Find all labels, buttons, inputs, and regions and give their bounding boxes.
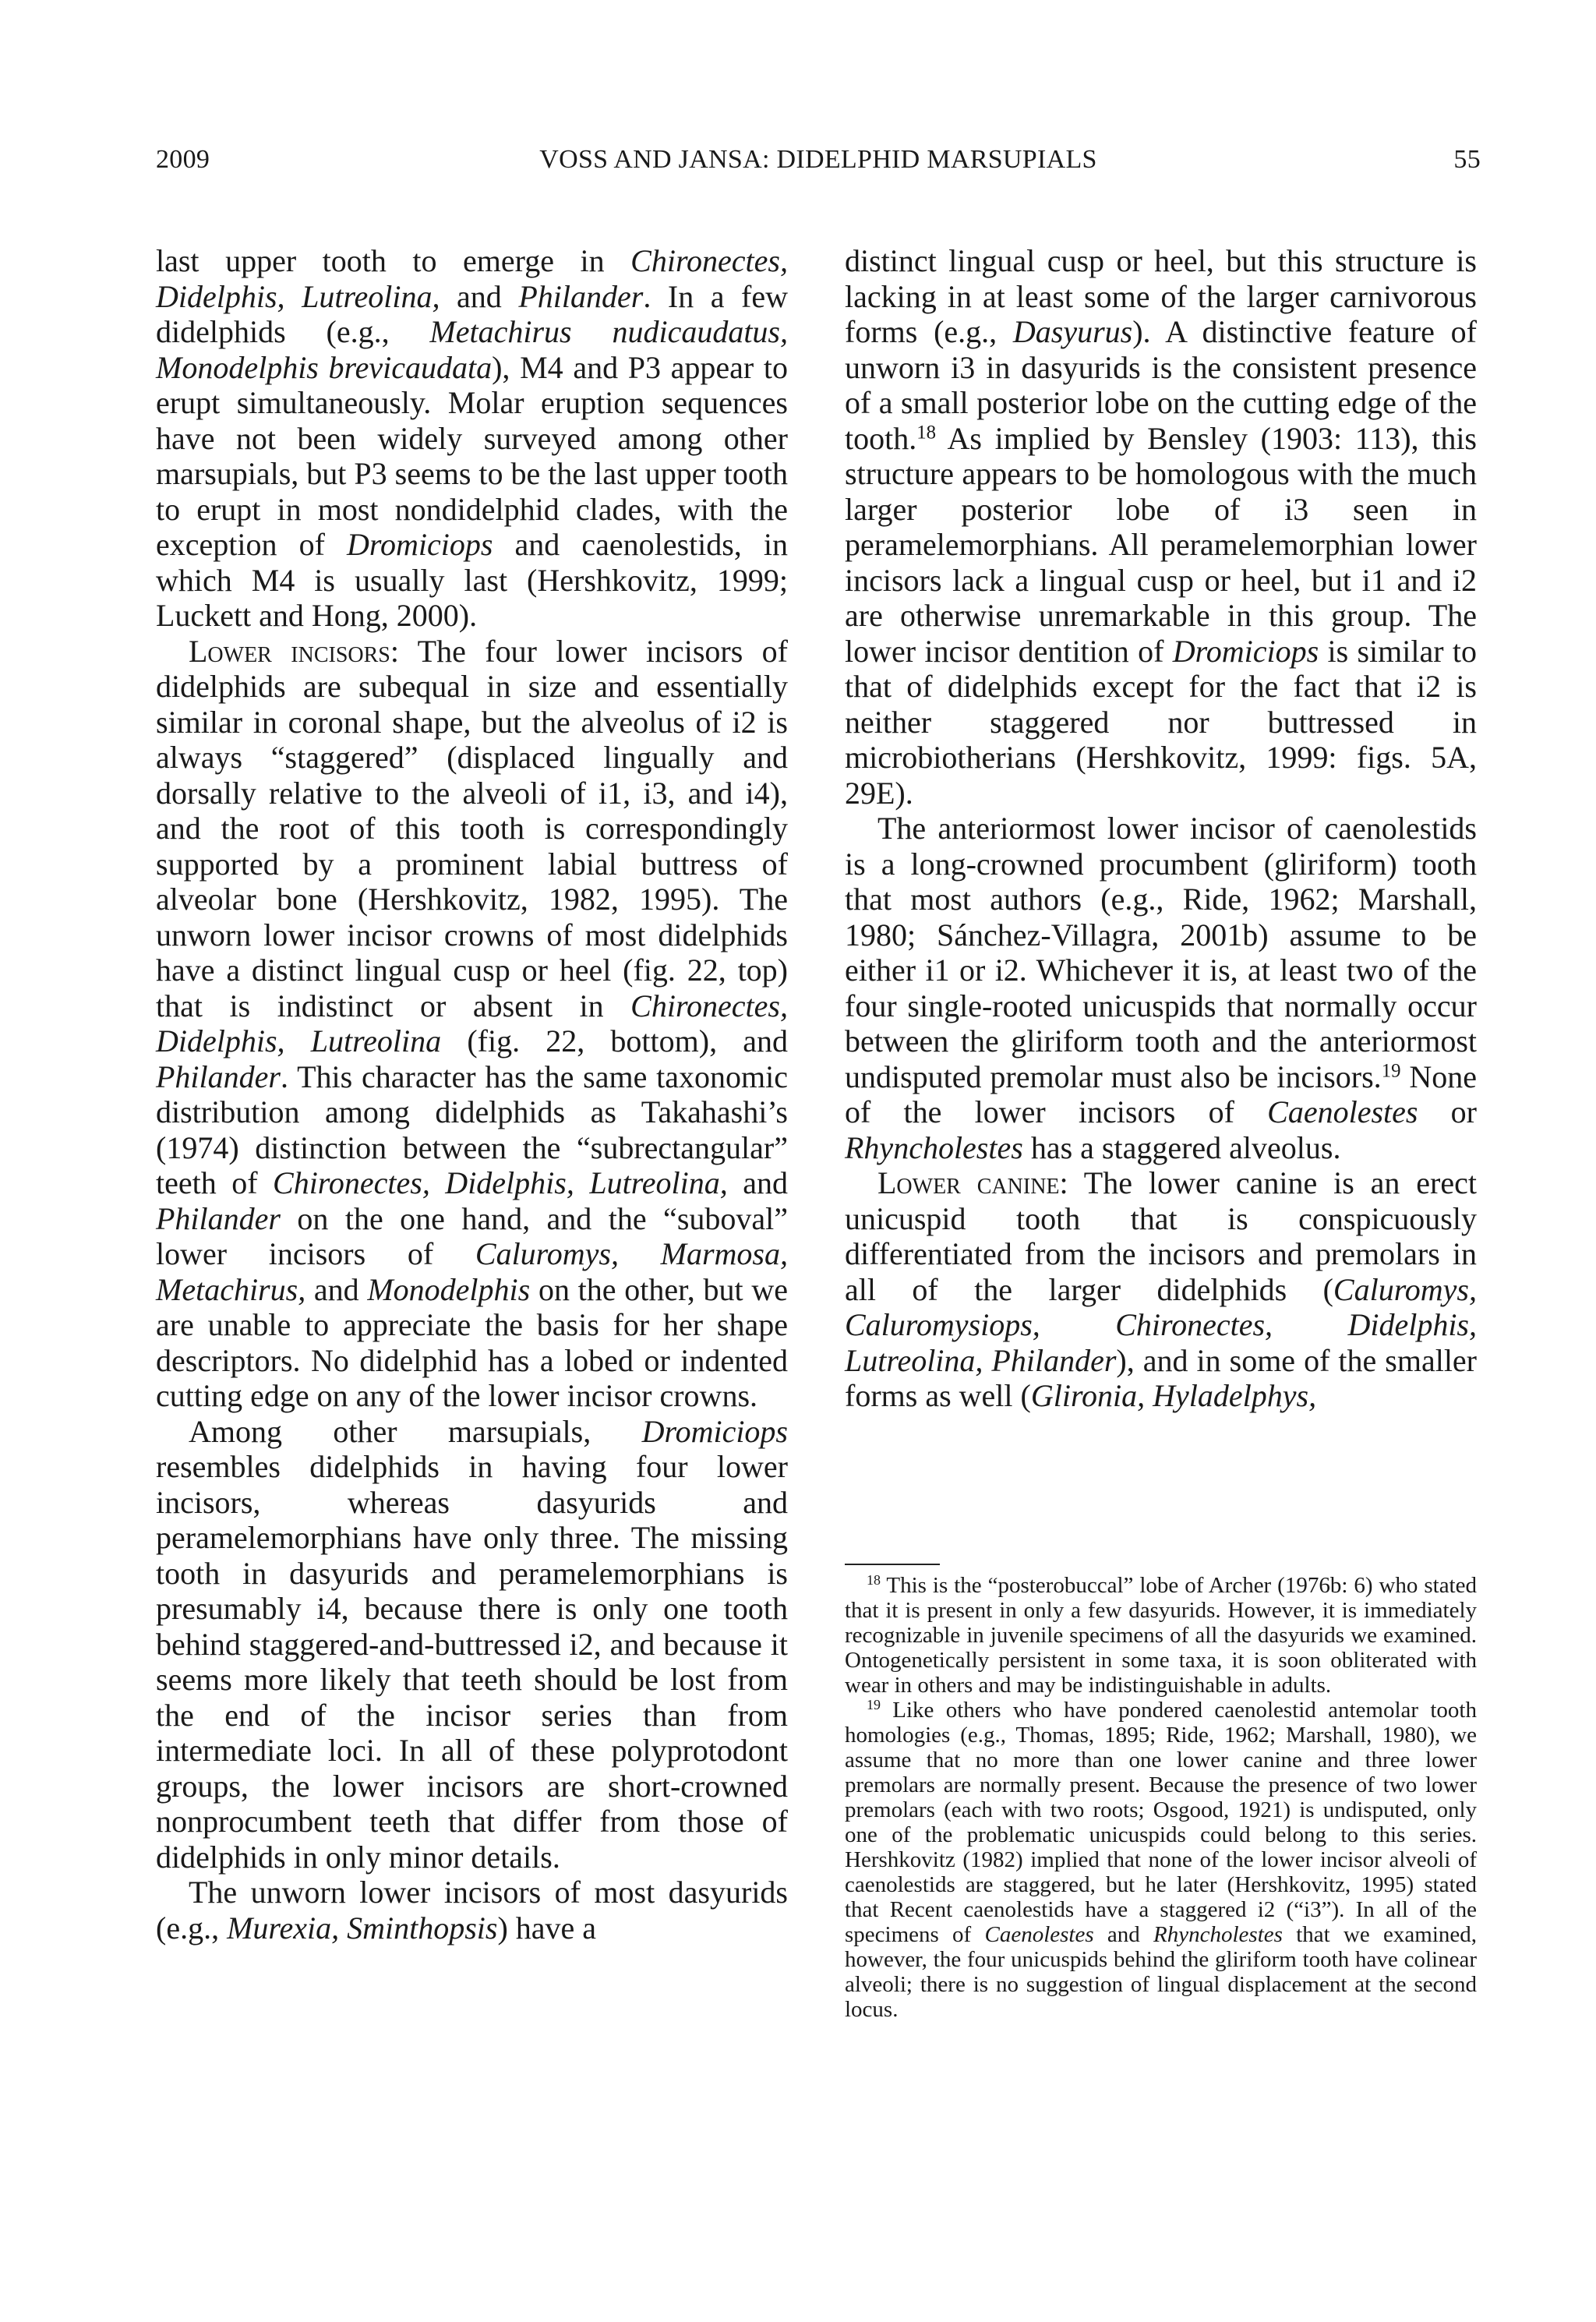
paragraph-lower-canine bbox=[845, 1165, 1477, 1414]
page-number: 55 bbox=[1453, 145, 1481, 174]
running-title: VOSS AND JANSA: DIDELPHID MARSUPIALS bbox=[539, 145, 1097, 174]
text-run: has a staggered alveolus. bbox=[1022, 1129, 1341, 1165]
paragraph-caenolestid-incisors bbox=[845, 811, 1477, 1165]
text-run: The anteriormost lower incisor of caenolestids is a long-crowned procumbent (gliriform) tooth that most authors (e.g., Ride, 1962; Marshall, 1980; Sánchez-Villagra, 2001b) assume to be either i1 or i2. Whichever it is, at least two of the four single-rooted unicuspids that normally occur between the gliriform tooth and the anteriormost undisputed premolar must also be incisors. bbox=[845, 811, 1477, 1094]
taxon-name: Chironectes, Didelphis, Lutreolina bbox=[156, 988, 788, 1059]
text-run: ) have a bbox=[497, 1910, 597, 1946]
text-run: ). A distinctive feature of unworn i3 in dasyurids is the consistent presence of a small posterior lobe on the cutting edge of the tooth. bbox=[845, 314, 1477, 456]
taxon-name: Glironia, Hyladelphys, bbox=[1030, 1378, 1317, 1413]
left-column bbox=[156, 243, 788, 1946]
text-run: (fig. 22, bottom), and bbox=[441, 1023, 788, 1059]
footnote-number: 18 bbox=[867, 1572, 881, 1589]
text-run: and bbox=[440, 278, 519, 314]
text-run: . In a few didelphids (e.g., bbox=[156, 278, 788, 349]
paragraph-dasyurid-incisors bbox=[156, 1875, 788, 1946]
taxon-name: Rhyncholestes bbox=[1153, 1922, 1283, 1947]
taxon-name: Caluromys, Marmosa, Metachirus, bbox=[156, 1236, 788, 1307]
taxon-name: Chironectes, Didelphis, Lutreolina, bbox=[156, 243, 788, 314]
taxon-name: Rhyncholestes bbox=[845, 1129, 1023, 1165]
taxon-name: Caenolestes bbox=[1267, 1094, 1418, 1129]
running-head bbox=[156, 145, 1481, 184]
text-run: Like others who have pondered caenolestid antemolar tooth homologies (e.g., Thomas, 1895; Ride, 1962; Marshall, 1980), we assume that no more than one lower canine and three lower premolars are normally present. Because the presence of two lower premolars (each with two roots; Osgood, 1921) is undisputed, only one of the problematic unicuspids could belong to this series. Hershkovitz (1982) implied that none of the lower incisor alveoli of caenolestids are staggered, but he later (Hershkovitz, 1995) stated that Recent caenolestids have a staggered i2 (“i3”). In all of the specimens of bbox=[845, 1698, 1477, 1947]
text-run: : The lower canine is an erect unicuspid tooth that is conspicuously differentiated from the incisors and premolars in all of the larger didelphids ( bbox=[845, 1165, 1477, 1307]
footnote-ref-19[interactable]: 19 bbox=[1381, 1059, 1401, 1081]
footnote-ref-18[interactable]: 18 bbox=[916, 421, 937, 443]
taxon-name: Philander bbox=[156, 1059, 281, 1094]
taxon-name: Dasyurus bbox=[1012, 314, 1133, 349]
text-run: on the one hand, and the “suboval” lower incisors of bbox=[156, 1200, 788, 1271]
text-run: and bbox=[305, 1271, 368, 1307]
text-run: is similar to that of didelphids except for the fact that i2 is neither staggered nor buttressed in microbiotherians (Hershkovitz, 1999: figs. 5A, 29E). bbox=[845, 633, 1478, 811]
text-run: This is the “posterobuccal” lobe of Archer (1976b: 6) who stated that it is present in only a few dasyurids. However, it is immediately recognizable in juvenile specimens of all the dasyurids we examined. Ontogenetically persistent in some taxa, it is soon obliterated with wear in others and may be indistinguishable in adults. bbox=[845, 1573, 1477, 1698]
text-run: and bbox=[1093, 1922, 1154, 1947]
text-run: Among other marsupials, bbox=[189, 1413, 642, 1449]
text-run: last upper tooth to emerge in bbox=[156, 243, 631, 278]
taxon-name: Dromiciops bbox=[1172, 633, 1319, 669]
text-run: As implied by Bensley (1903: 113), this structure appears to be homologous with the much larger posterior lobe of i3 seen in peramelemorphians. All peramelemorphian lower incisors lack a lingual cusp or heel, but i1 and i2 are otherwise unremarkable in this group. The lower incisor dentition of bbox=[845, 420, 1477, 669]
taxon-name: Caenolestes bbox=[984, 1922, 1094, 1947]
text-run: The unworn lower incisors of most dasyurids (e.g., bbox=[156, 1875, 788, 1946]
taxon-name: Philander bbox=[518, 278, 644, 314]
section-heading: Lower incisors bbox=[189, 633, 390, 669]
paragraph-lower-incisors bbox=[156, 634, 788, 1414]
taxon-name: Dromiciops bbox=[641, 1413, 788, 1449]
text-run: : The four lower incisors of didelphids are subequal in size and essentially similar in coronal shape, but the alveolus of i2 is always “staggered” (displaced lingually and dorsally relative to the alveoli of i1, i3, and i4), and the root of this tooth is correspondingly supported by a prominent labial buttress of alveolar bone (Hershkovitz, 1982, 1995). The unworn lower incisor crowns of most didelphids have a distinct lingual cusp or heel (fig. 22, top) that is indistinct or absent in bbox=[156, 633, 789, 1023]
taxon-name: Dromiciops bbox=[346, 527, 493, 562]
taxon-name: Murexia, Sminthopsis bbox=[227, 1910, 498, 1946]
footnote-18 bbox=[845, 1573, 1477, 1698]
taxon-name: Philander bbox=[156, 1200, 281, 1236]
footnote-divider bbox=[845, 1564, 940, 1565]
paragraph-dasyurid-continued bbox=[845, 243, 1477, 811]
text-run: distinct lingual cusp or heel, but this structure is lacking in at least some of the larger carnivorous forms (e.g., bbox=[845, 243, 1477, 349]
paragraph-eruption-continued bbox=[156, 243, 788, 634]
text-run: None of the lower incisors of bbox=[845, 1059, 1477, 1129]
text-run: on the other, but we are unable to appreciate the basis for her shape descriptors. No didelphid has a lobed or indented cutting edge on any of the lower incisor crowns. bbox=[156, 1271, 788, 1413]
taxon-name: Metachirus nudicaudatus, Monodelphis brevicaudata bbox=[156, 314, 788, 385]
text-run: ), and in some of the smaller forms as well ( bbox=[845, 1342, 1478, 1413]
footnote-number: 19 bbox=[867, 1697, 881, 1713]
paragraph-other-marsupials bbox=[156, 1414, 788, 1875]
text-run: ), M4 and P3 appear to erupt simultaneously. Molar eruption sequences have not been widely surveyed among other marsupials, but P3 seems to be the last upper tooth to erupt in most nondidelphid clades, with the exception of bbox=[156, 349, 788, 562]
text-run: that we examined, however, the four unicuspids behind the gliriform tooth have colinear alveoli; there is no suggestion of lingual displacement at the second locus. bbox=[845, 1922, 1478, 2022]
footnotes bbox=[845, 1573, 1477, 2022]
taxon-name: Monodelphis bbox=[367, 1271, 531, 1307]
taxon-name: Chironectes, Didelphis, Lutreolina, bbox=[273, 1165, 728, 1200]
footnote-19 bbox=[845, 1698, 1477, 2022]
text-run: and caenolestids, in which M4 is usually last (Hershkovitz, 1999; Luckett and Hong, 2000). bbox=[156, 527, 788, 633]
right-column bbox=[845, 243, 1477, 1414]
taxon-name: Caluromys, Caluromysiops, Chironectes, Didelphis, Lutreolina, Philander bbox=[845, 1271, 1477, 1378]
text-run: and bbox=[727, 1165, 788, 1200]
text-run: or bbox=[1418, 1094, 1477, 1129]
text-run: resembles didelphids in having four lower incisors, whereas dasyurids and peramelemorphians have only three. The missing tooth in dasyurids and peramelemorphians is presumably i4, because there is only one tooth behind staggered-and-buttressed i2, and because it seems more likely that teeth should be lost from the end of the incisor series than from intermediate loci. In all of these polyprotodont groups, the lower incisors are short-crowned nonprocumbent teeth that differ from those of didelphids in only minor details. bbox=[156, 1449, 788, 1875]
text-run: . This character has the same taxonomic distribution among didelphids as Takahashi’s (1974) distinction between the “subrectangular” teeth of bbox=[156, 1059, 788, 1200]
section-heading: Lower canine bbox=[877, 1165, 1060, 1200]
journal-year: 2009 bbox=[156, 145, 210, 174]
